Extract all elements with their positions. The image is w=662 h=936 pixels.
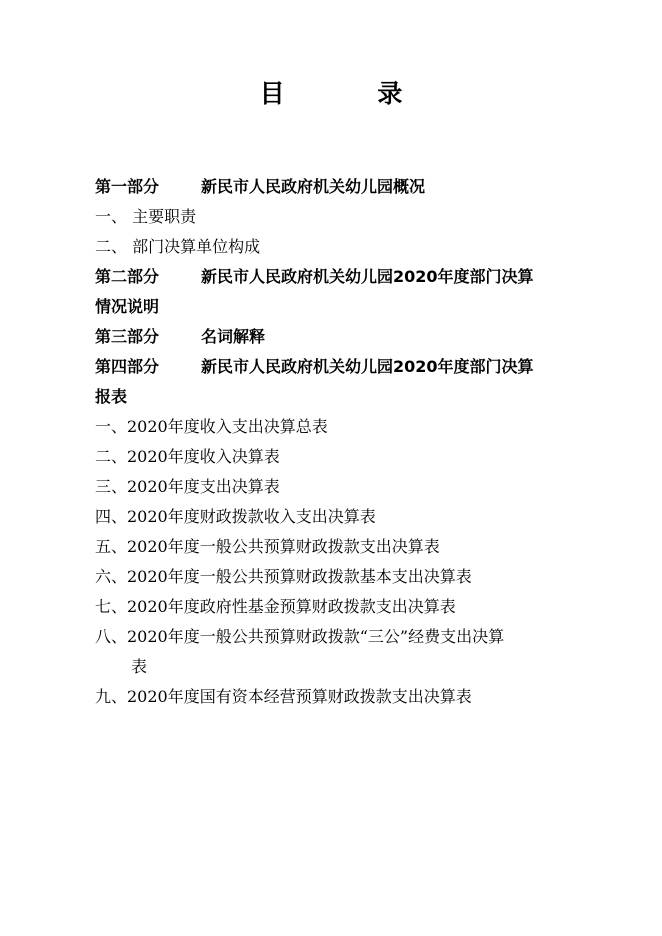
- table-of-contents: [95, 172, 575, 712]
- toc-part-2: [95, 262, 575, 292]
- toc-part-4: [95, 352, 575, 382]
- toc-item: 七、2020年度政府性基金预算财政拨款支出决算表: [95, 597, 456, 616]
- part-title: 新民市人民政府机关幼儿园2020年度部门决算: [201, 357, 534, 376]
- part-title: 新民市人民政府机关幼儿园2020年度部门决算: [201, 267, 534, 286]
- toc-item: 一、 主要职责: [95, 207, 197, 226]
- toc-part-3: [95, 322, 575, 352]
- toc-item: 五、2020年度一般公共预算财政拨款支出决算表: [95, 537, 440, 556]
- toc-item: 九、2020年度国有资本经营预算财政拨款支出决算表: [95, 687, 472, 706]
- part-label: 第二部分: [95, 267, 160, 286]
- toc-item: 一、2020年度收入支出决算总表: [95, 417, 328, 436]
- toc-part-1: [95, 172, 575, 202]
- part-title: 名词解释: [201, 327, 266, 346]
- toc-item: 三、2020年度支出决算表: [95, 477, 280, 496]
- part-label: 第四部分: [95, 357, 160, 376]
- toc-item: 八、2020年度一般公共预算财政拨款“三公”经费支出决算: [95, 627, 505, 646]
- toc-item: 二、 部门决算单位构成: [95, 237, 261, 256]
- toc-part-2-continued: 情况说明: [95, 297, 160, 316]
- part-label: 第一部分: [95, 177, 160, 196]
- page-title: 目 录: [259, 79, 445, 108]
- toc-part-4-continued: 报表: [95, 387, 128, 406]
- toc-item: 四、2020年度财政拨款收入支出决算表: [95, 507, 376, 526]
- toc-item: 六、2020年度一般公共预算财政拨款基本支出决算表: [95, 567, 472, 586]
- toc-item-continued: 表: [131, 657, 148, 676]
- toc-item: 二、2020年度收入决算表: [95, 447, 280, 466]
- part-label: 第三部分: [95, 327, 160, 346]
- part-title: 新民市人民政府机关幼儿园概况: [201, 177, 426, 196]
